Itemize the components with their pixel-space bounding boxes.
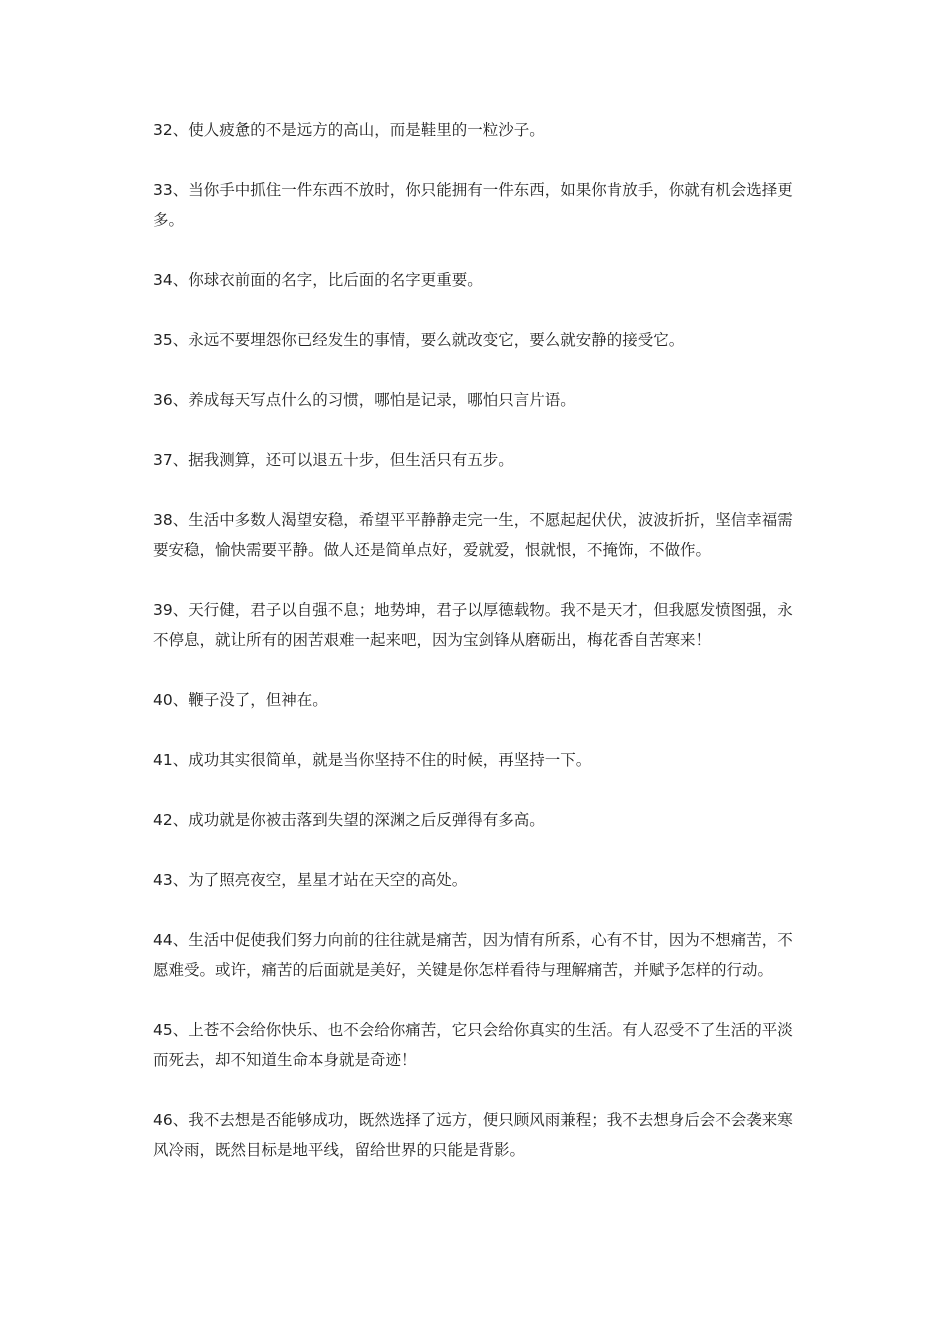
quote-paragraph-41: 41、成功其实很简单，就是当你坚持不住的时候，再坚持一下。 <box>153 751 592 769</box>
quote-paragraph-45: 45、上苍不会给你快乐、也不会给你痛苦，它只会给你真实的生活。有人忍受不了生活的平淡而死去，却不知道生命本身就是奇迹！ <box>153 1021 793 1069</box>
quote-paragraph-44: 44、生活中促使我们努力向前的往往就是痛苦，因为情有所系，心有不甘，因为不想痛苦，不愿难受。或许，痛苦的后面就是美好，关键是你怎样看待与理解痛苦，并赋予怎样的行动。 <box>153 931 793 979</box>
quote-paragraph-43: 43、为了照亮夜空，星星才站在天空的高处。 <box>153 871 468 889</box>
quote-paragraph-38: 38、生活中多数人渴望安稳，希望平平静静走完一生，不愿起起伏伏，波波折折，坚信幸福需要安稳，愉快需要平静。做人还是简单点好，爱就爱，恨就恨，不掩饰，不做作。 <box>153 511 793 559</box>
quote-list <box>153 115 801 1195</box>
quote-paragraph-36: 36、养成每天写点什么的习惯，哪怕是记录，哪怕只言片语。 <box>153 391 576 409</box>
quote-paragraph-39: 39、天行健，君子以自强不息；地势坤，君子以厚德载物。我不是天才，但我愿发愤图强，永不停息，就让所有的困苦艰难一起来吧，因为宝剑锋从磨砺出，梅花香自苦寒来！ <box>153 601 793 649</box>
quote-paragraph-34: 34、你球衣前面的名字，比后面的名字更重要。 <box>153 271 483 289</box>
quote-paragraph-35: 35、永远不要埋怨你已经发生的事情，要么就改变它，要么就安静的接受它。 <box>153 331 685 349</box>
quote-paragraph-42: 42、成功就是你被击落到失望的深渊之后反弹得有多高。 <box>153 811 545 829</box>
quote-paragraph-37: 37、据我测算，还可以退五十步，但生活只有五步。 <box>153 451 514 469</box>
quote-paragraph-32: 32、使人疲惫的不是远方的高山，而是鞋里的一粒沙子。 <box>153 121 545 139</box>
quote-paragraph-33: 33、当你手中抓住一件东西不放时，你只能拥有一件东西，如果你肯放手，你就有机会选择更多。 <box>153 181 793 229</box>
quote-paragraph-46: 46、我不去想是否能够成功，既然选择了远方，便只顾风雨兼程；我不去想身后会不会袭来寒风冷雨，既然目标是地平线，留给世界的只能是背影。 <box>153 1111 793 1159</box>
quote-paragraph-40: 40、鞭子没了，但神在。 <box>153 691 328 709</box>
